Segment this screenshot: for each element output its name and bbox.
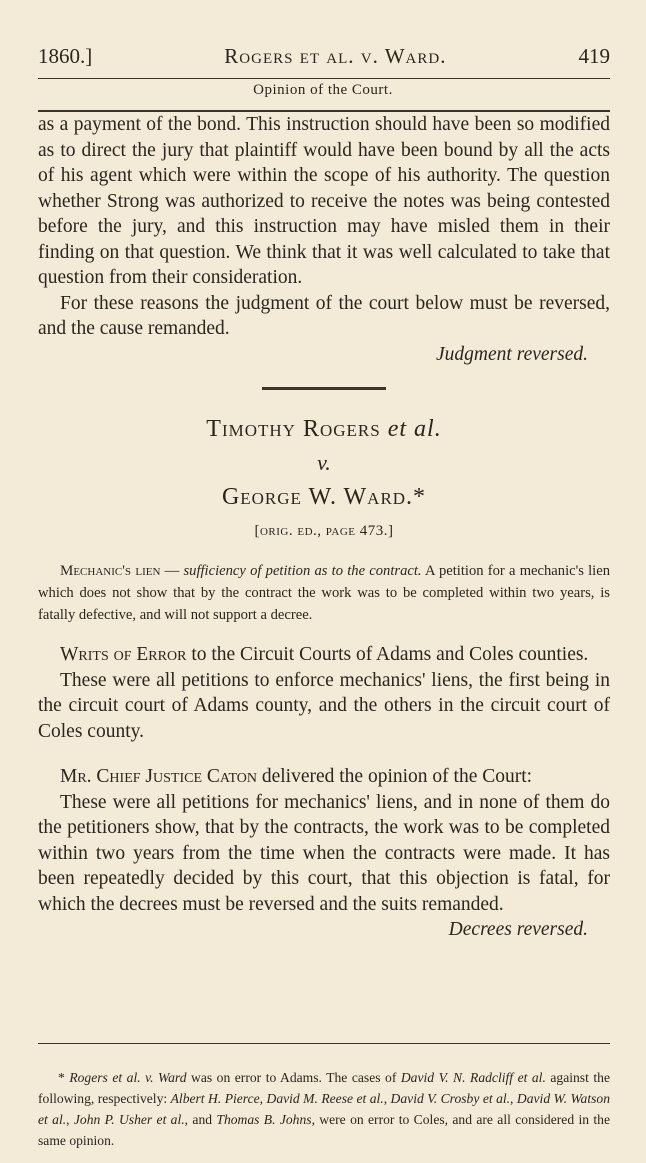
previous-case-conclusion: For these reasons the judgment of the court below must be reversed, and the cause remanded. bbox=[38, 292, 610, 339]
opinion-disposition: Decrees reversed. bbox=[448, 919, 588, 940]
footnote-party: David W. Watson et al. bbox=[38, 1090, 611, 1127]
footnote-party: Thomas B. Johns bbox=[216, 1111, 312, 1127]
header-title: Rogers et al. v. Ward. bbox=[224, 44, 447, 68]
footnote-text: , bbox=[383, 1090, 391, 1106]
footnote-text: , bbox=[259, 1090, 267, 1106]
footnote-rule bbox=[38, 1043, 610, 1044]
case-defendant: George W. Ward.* bbox=[221, 484, 427, 510]
writs-label: Writs of Error bbox=[60, 644, 187, 665]
plaintiff-suffix: et al. bbox=[387, 416, 442, 442]
case-citation: [orig. ed., page 473.] bbox=[254, 523, 394, 539]
page-number: 419 bbox=[578, 44, 610, 68]
footnote-text: , bbox=[510, 1090, 517, 1106]
footnote-party: David V. N. Radcliff et al. bbox=[400, 1069, 546, 1085]
header-rule bbox=[38, 78, 610, 79]
footnote-star: * bbox=[58, 1069, 70, 1085]
case-plaintiff bbox=[38, 414, 610, 444]
headnote bbox=[38, 560, 610, 626]
previous-case-disposition: Judgment reversed. bbox=[436, 343, 588, 365]
footnote-text: against the following, respectively: bbox=[38, 1069, 610, 1106]
headnote-subtopic: sufficiency of petition as to the contract. bbox=[183, 563, 422, 579]
writs-text: to the Circuit Courts of Adams and Coles counties. bbox=[186, 644, 589, 665]
footnote-party: Albert H. Pierce bbox=[170, 1090, 260, 1106]
footnote bbox=[38, 1067, 610, 1151]
page-body bbox=[38, 112, 610, 943]
footnote-text: , bbox=[66, 1111, 74, 1127]
footnote-party: David M. Reese et al. bbox=[266, 1090, 384, 1106]
header-year: 1860.] bbox=[38, 44, 93, 68]
footnote-case-name: Rogers et al. v. Ward bbox=[69, 1069, 187, 1085]
headnote-text: A petition for a mechanic's lien which does not show that by the contract the work was to be completed within two years, is fatally defective, and will not support a decree. bbox=[38, 563, 611, 623]
plaintiff-name: Timothy Rogers bbox=[206, 416, 381, 442]
writs-paragraph bbox=[38, 642, 610, 668]
footnote-party: John P. Usher et al. bbox=[73, 1111, 185, 1127]
footnote-text: , were on error to Coles, and are all considered in the same opinion. bbox=[38, 1111, 610, 1148]
footnote-party: David V. Crosby et al. bbox=[390, 1090, 511, 1106]
headnote-topic: Mechanic's lien bbox=[60, 563, 161, 579]
running-header bbox=[38, 44, 610, 69]
footnote-text: , and bbox=[184, 1111, 217, 1127]
case-separator bbox=[262, 387, 386, 390]
footnote-text: was on error to Adams. The cases of bbox=[186, 1069, 401, 1085]
case-versus: v. bbox=[317, 450, 331, 475]
opinion-text: These were all petitions for mechanics' liens, and in none of them do the petitioners show, that by the contracts, the work was to be completed within two years from the time when the contracts were made. It has been repeatedly decided by this court, that this objection is fatal, for which the decrees must be reversed and the suits remanded. bbox=[38, 791, 610, 915]
opinion-intro-text: delivered the opinion of the Court: bbox=[256, 766, 533, 787]
opinion-justice: Mr. Chief Justice Caton bbox=[60, 766, 257, 787]
header-subtitle: Opinion of the Court. bbox=[253, 82, 393, 98]
previous-case-paragraph: as a payment of the bond. This instruction should have been so modified as to direct the jury that plaintiff would have been bound by all the acts of his agent which were within the scope of his authority. The question whether Strong was authorized to receive the notes was being contested before the jury, and this instruction may have misled them in their finding on that question. We think that it was well calculated to take that question from their consideration. bbox=[38, 114, 610, 288]
opinion-intro bbox=[38, 764, 610, 790]
statement-paragraph: These were all petitions to enforce mechanics' liens, the first being in the circuit court of Adams county, and the others in the circuit court of Coles county. bbox=[38, 669, 610, 742]
headnote-dash: — bbox=[160, 563, 184, 579]
